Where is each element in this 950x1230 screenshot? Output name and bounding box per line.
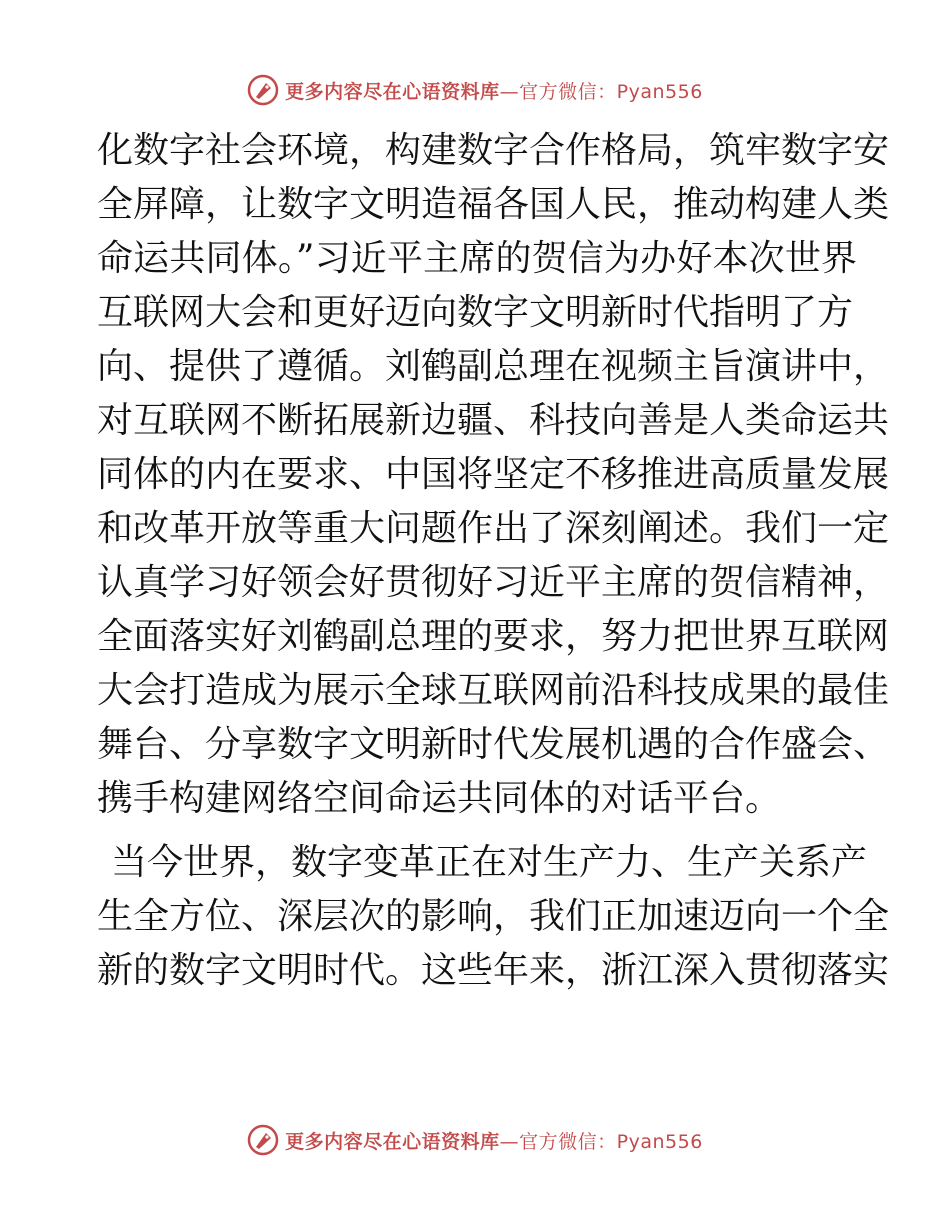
text-line: 同体的内在要求、中国将坚定不移推进高质量发展 <box>97 454 890 495</box>
footer-banner-wechat: 官方微信：Pyan556 <box>519 1130 703 1153</box>
text-line: 命运共同体。”习近平主席的贺信为办好本次世界 <box>97 238 857 279</box>
text-line: 携手构建网络空间命运共同体的对话平台。 <box>97 778 782 819</box>
text-line: 大会打造成为展示全球互联网前沿科技成果的最佳 <box>97 670 890 711</box>
document-body <box>97 124 890 998</box>
header-banner-lead: 更多内容尽在心语资料库 <box>285 80 500 103</box>
footer-banner-separator: — <box>499 1130 520 1153</box>
text-line: 对互联网不断拓展新边疆、科技向善是人类命运共 <box>97 400 890 441</box>
text-line: 舞台、分享数字文明新时代发展机遇的合作盛会、 <box>97 724 890 765</box>
footer-banner-text <box>285 1127 703 1154</box>
header-banner-separator: — <box>499 80 520 103</box>
text-line: 当今世界，数字变革正在对生产力、生产关系产 <box>111 842 868 883</box>
paragraph-2 <box>97 836 890 998</box>
pen-nib-logo-icon <box>247 74 279 106</box>
text-line: 化数字社会环境，构建数字合作格局，筑牢数字安 <box>97 130 890 171</box>
text-line: 全面落实好刘鹤副总理的要求，努力把世界互联网 <box>97 616 890 657</box>
text-line: 向、提供了遵循。刘鹤副总理在视频主旨演讲中， <box>97 346 890 387</box>
text-line: 新的数字文明时代。这些年来，浙江深入贯彻落实 <box>97 950 890 991</box>
pen-nib-logo-icon <box>247 1124 279 1156</box>
text-line: 全屏障，让数字文明造福各国人民，推动构建人类 <box>97 184 890 225</box>
text-line: 生全方位、深层次的影响，我们正加速迈向一个全 <box>97 896 890 937</box>
text-line: 互联网大会和更好迈向数字文明新时代指明了方 <box>97 292 854 333</box>
footer-banner-lead: 更多内容尽在心语资料库 <box>285 1130 500 1153</box>
header-banner-text <box>285 77 703 104</box>
text-line: 和改革开放等重大问题作出了深刻阐述。我们一定 <box>97 508 890 549</box>
paragraph-1 <box>97 124 890 826</box>
header-banner-wechat: 官方微信：Pyan556 <box>519 80 703 103</box>
footer-banner <box>0 1120 950 1160</box>
text-line: 认真学习好领会好贯彻好习近平主席的贺信精神， <box>97 562 890 603</box>
header-banner <box>0 70 950 110</box>
